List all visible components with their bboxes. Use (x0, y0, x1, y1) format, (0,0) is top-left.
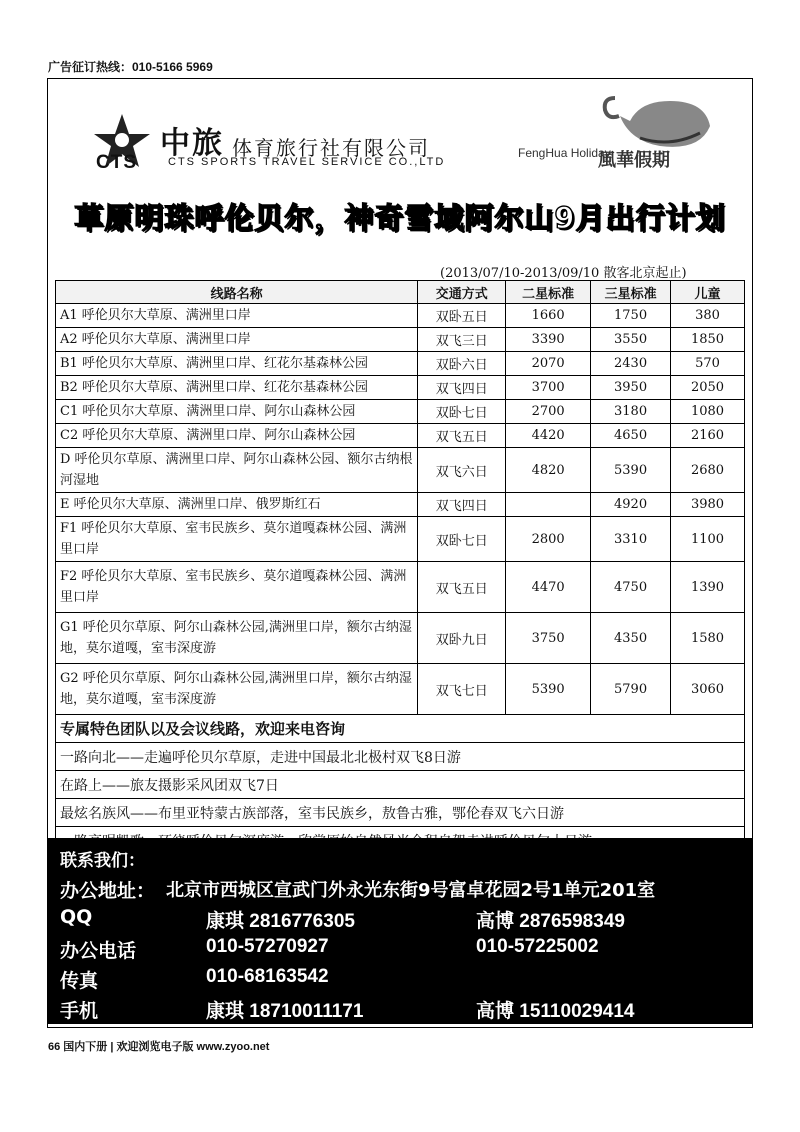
routes-table (55, 280, 745, 855)
partner-name-cn: 風華假期 (598, 150, 670, 171)
route-name: B2 呼伦贝尔大草原、满洲里口岸、红花尔基森林公园 (56, 376, 418, 400)
company-name-en: CTS SPORTS TRAVEL SERVICE CO.,LTD (168, 156, 446, 168)
table-row (56, 376, 745, 400)
table-row (56, 400, 745, 424)
promo-text: 专属特色团队以及会议线路，欢迎来电咨询 (56, 715, 745, 743)
child-price: 1080 (671, 400, 745, 424)
three-star-price: 4350 (591, 613, 671, 664)
two-star-price: 1660 (506, 304, 591, 328)
table-row (56, 562, 745, 613)
header-route: 线路名称 (56, 281, 418, 304)
transport: 双飞四日 (418, 493, 506, 517)
child-price: 2160 (671, 424, 745, 448)
child-price: 1100 (671, 517, 745, 562)
two-star-price: 4420 (506, 424, 591, 448)
header-two-star: 二星标准 (506, 281, 591, 304)
ad-hotline: 广告征订热线：010-5166 5969 (48, 60, 213, 74)
phone-label: 办公电话 (60, 940, 137, 962)
address-value: 北京市西城区宣武门外永光东街9号富卓花园2号1单元201室 (166, 880, 656, 901)
two-star-price: 4470 (506, 562, 591, 613)
phone-value-2: 010-57225002 (476, 936, 599, 957)
two-star-price: 3750 (506, 613, 591, 664)
transport: 双飞三日 (418, 328, 506, 352)
two-star-price: 2700 (506, 400, 591, 424)
route-name: D 呼伦贝尔草原、满洲里口岸、阿尔山森林公园、额尔古纳根河湿地 (56, 448, 418, 493)
address-label: 办公地址： (60, 880, 156, 902)
cts-label: CTS (96, 152, 137, 173)
two-star-price (506, 493, 591, 517)
promo-row (56, 743, 745, 771)
contact-title: 联系我们： (60, 851, 145, 871)
child-price: 2680 (671, 448, 745, 493)
child-price: 3980 (671, 493, 745, 517)
child-price: 1850 (671, 328, 745, 352)
route-name: B1 呼伦贝尔大草原、满洲里口岸、红花尔基森林公园 (56, 352, 418, 376)
transport: 双卧七日 (418, 517, 506, 562)
transport: 双卧五日 (418, 304, 506, 328)
fax-value: 010-68163542 (206, 966, 329, 987)
transport: 双飞六日 (418, 448, 506, 493)
fax-label: 传真 (60, 970, 99, 992)
two-star-price: 4820 (506, 448, 591, 493)
route-name: A2 呼伦贝尔大草原、满洲里口岸 (56, 328, 418, 352)
promo-row (56, 799, 745, 827)
header-three-star: 三星标准 (591, 281, 671, 304)
three-star-price: 1750 (591, 304, 671, 328)
contact-panel (48, 838, 752, 1024)
route-name: C1 呼伦贝尔大草原、满洲里口岸、阿尔山森林公园 (56, 400, 418, 424)
company-name-cn: 体育旅行社有限公司 (232, 136, 430, 160)
three-star-price: 3310 (591, 517, 671, 562)
table-row (56, 448, 745, 493)
two-star-price: 3390 (506, 328, 591, 352)
phone-value-1: 010-57270927 (206, 936, 329, 957)
mobile-value-1: 康琪 18710011171 (206, 1001, 364, 1022)
route-name: F2 呼伦贝尔大草原、室韦民族乡、莫尔道嘎森林公园、满洲里口岸 (56, 562, 418, 613)
child-price: 570 (671, 352, 745, 376)
transport: 双卧九日 (418, 613, 506, 664)
table-row (56, 424, 745, 448)
three-star-price: 5390 (591, 448, 671, 493)
transport: 双卧七日 (418, 400, 506, 424)
promo-text: 在路上——旅友摄影采风团双飞7日 (56, 771, 745, 799)
route-name: G2 呼伦贝尔草原、阿尔山森林公园,满洲里口岸，额尔古纳湿地，莫尔道嘎，室韦深度游 (56, 664, 418, 715)
table-header-row (56, 281, 745, 304)
route-name: G1 呼伦贝尔草原、阿尔山森林公园,满洲里口岸，额尔古纳湿地，莫尔道嘎，室韦深度游 (56, 613, 418, 664)
route-name: E 呼伦贝尔大草原、满洲里口岸、俄罗斯红石 (56, 493, 418, 517)
qq-label: QQ (60, 906, 93, 928)
three-star-price: 3950 (591, 376, 671, 400)
child-price: 1390 (671, 562, 745, 613)
transport: 双飞七日 (418, 664, 506, 715)
table-row (56, 613, 745, 664)
table-row (56, 664, 745, 715)
headline: 草原明珠呼伦贝尔，神奇雪域阿尔山9月出行计划 (74, 201, 726, 235)
table-row (56, 352, 745, 376)
child-price: 2050 (671, 376, 745, 400)
transport: 双飞五日 (418, 562, 506, 613)
qq-value-2: 高博 2876598349 (476, 911, 625, 932)
transport: 双飞四日 (418, 376, 506, 400)
promo-row (56, 715, 745, 743)
promo-text: 一路向北——走遍呼伦贝尔草原，走进中国最北北极村双飞8日游 (56, 743, 745, 771)
promo-text: 最炫名族风——布里亚特蒙古族部落，室韦民族乡，敖鲁古雅，鄂伦春双飞六日游 (56, 799, 745, 827)
date-note: (2013/07/10-2013/09/10 散客北京起止) (440, 266, 687, 281)
table-row (56, 493, 745, 517)
partner-name-en: FengHua Holiday (518, 146, 611, 160)
transport: 双卧六日 (418, 352, 506, 376)
page-footer: 66 国内下册 | 欢迎浏览电子版 www.zyoo.net (48, 1041, 270, 1053)
qq-value-1: 康琪 2816776305 (206, 911, 355, 932)
two-star-price: 2800 (506, 517, 591, 562)
two-star-price: 3700 (506, 376, 591, 400)
table-row (56, 517, 745, 562)
table-row (56, 304, 745, 328)
three-star-price: 5790 (591, 664, 671, 715)
child-price: 1580 (671, 613, 745, 664)
promo-row (56, 771, 745, 799)
three-star-price: 4750 (591, 562, 671, 613)
three-star-price: 3180 (591, 400, 671, 424)
three-star-price: 4920 (591, 493, 671, 517)
route-name: A1 呼伦贝尔大草原、满洲里口岸 (56, 304, 418, 328)
mobile-label: 手机 (60, 1000, 99, 1022)
child-price: 3060 (671, 664, 745, 715)
header-child: 儿童 (671, 281, 745, 304)
two-star-price: 2070 (506, 352, 591, 376)
three-star-price: 4650 (591, 424, 671, 448)
table-row (56, 328, 745, 352)
transport: 双飞五日 (418, 424, 506, 448)
route-name: C2 呼伦贝尔大草原、满洲里口岸、阿尔山森林公园 (56, 424, 418, 448)
route-name: F1 呼伦贝尔大草原、室韦民族乡、莫尔道嘎森林公园、满洲里口岸 (56, 517, 418, 562)
three-star-price: 3550 (591, 328, 671, 352)
child-price: 380 (671, 304, 745, 328)
three-star-price: 2430 (591, 352, 671, 376)
header-transport: 交通方式 (418, 281, 506, 304)
mobile-value-2: 高博 15110029414 (476, 1001, 635, 1022)
two-star-price: 5390 (506, 664, 591, 715)
brand-name: 中旅 (160, 126, 224, 161)
